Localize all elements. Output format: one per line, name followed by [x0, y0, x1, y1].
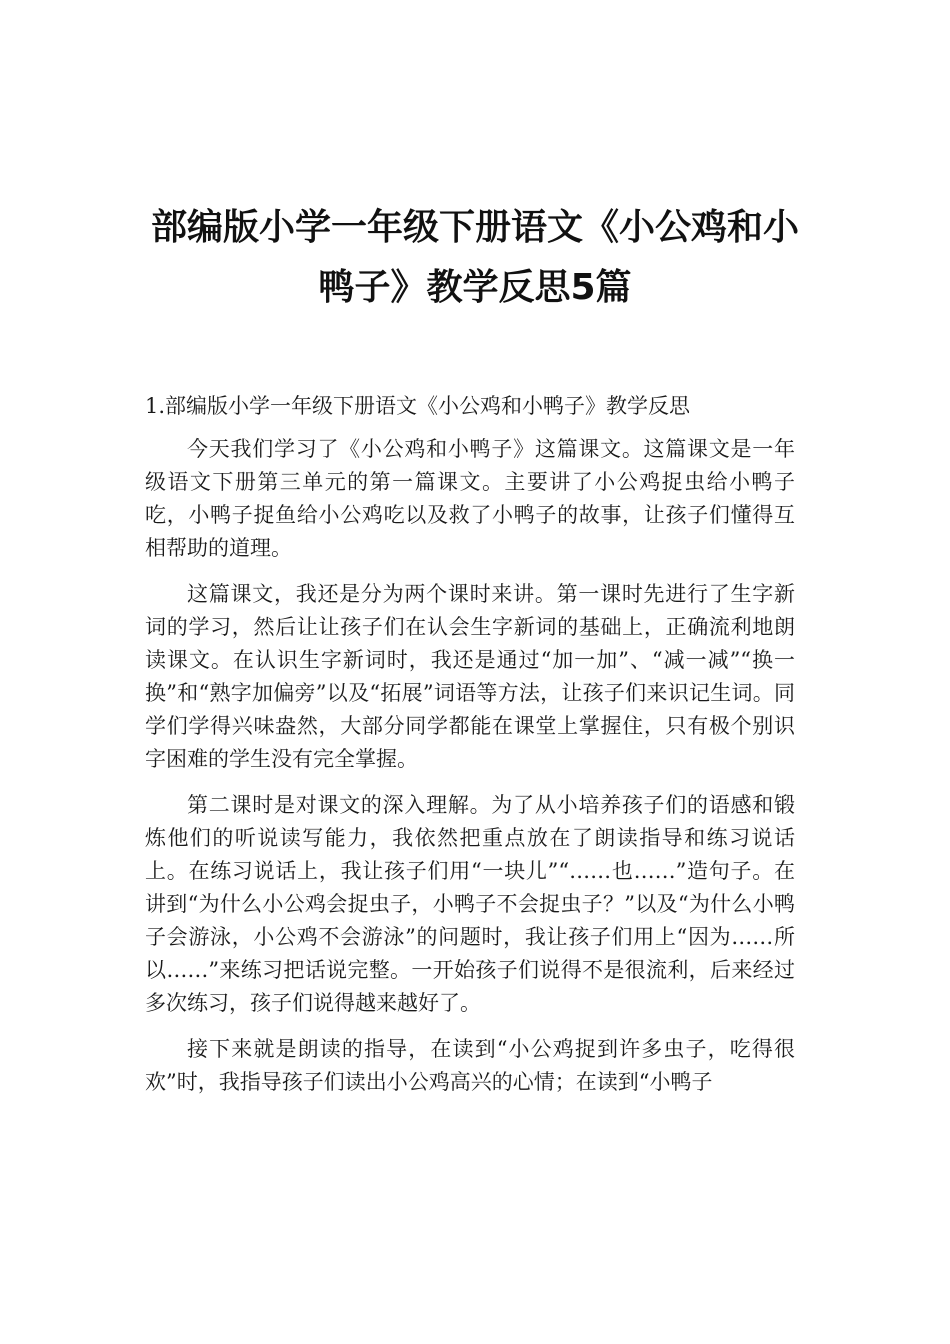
document-title — [130, 198, 820, 318]
title-line-1: 部编版小学一年级下册语文《小公鸡和小 — [150, 207, 799, 248]
paragraph-3: 第二课时是对课文的深入理解。为了从小培养孩子们的语感和锻炼他们的听说读写能力，我依然把重点放在了朗读指导和练习说话上。在练习说话上，我让孩子们用“一块儿”“……也……”造句子。在讲到“为什么小公鸡会捉虫子，小鸭子不会捉虫子？”以及“为什么小鸭子会游泳，小公鸡不会游泳”的问题时，我让孩子们用上“因为……所以……”来练习把话说完整。一开始孩子们说得不是很流利，后来经过多次练习，孩子们说得越来越好了。 — [145, 793, 795, 1015]
section-heading: 1.部编版小学一年级下册语文《小公鸡和小鸭子》教学反思 — [145, 394, 691, 418]
title-line-2: 鸭子》教学反思5篇 — [318, 267, 632, 308]
document-body — [145, 390, 795, 1112]
paragraph-1: 今天我们学习了《小公鸡和小鸭子》这篇课文。这篇课文是一年级语文下册第三单元的第一篇课文。主要讲了小公鸡捉虫给小鸭子吃，小鸭子捉鱼给小公鸡吃以及救了小鸭子的故事，让孩子们懂得互相帮助的道理。 — [145, 437, 795, 560]
paragraph-4: 接下来就是朗读的指导，在读到“小公鸡捉到许多虫子，吃得很欢”时，我指导孩子们读出小公鸡高兴的心情；在读到“小鸭子 — [145, 1037, 795, 1094]
paragraph-2: 这篇课文，我还是分为两个课时来讲。第一课时先进行了生字新词的学习，然后让让孩子们在认会生字新词的基础上，正确流利地朗读课文。在认识生字新词时，我还是通过“加一加”、“减一减”“换一换”和“熟字加偏旁”以及“拓展”词语等方法，让孩子们来识记生词。同学们学得兴味盎然，大部分同学都能在课堂上掌握住，只有极个别识字困难的学生没有完全掌握。 — [145, 582, 795, 771]
